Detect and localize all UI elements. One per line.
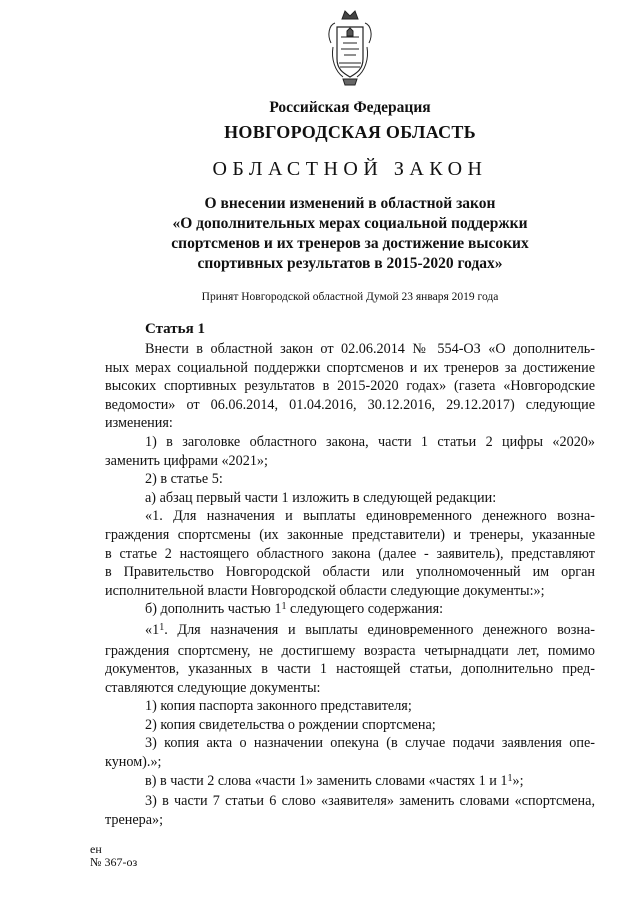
body-line: исполнительной власти Новгородской области следующие документы:»; (105, 582, 545, 599)
superscript: 1 (507, 772, 513, 784)
body-line: в статье 2 настоящего областного закона (далее - заявитель), представляют (105, 545, 595, 562)
superscript: 1 (159, 621, 165, 633)
region-name: НОВГОРОДСКАЯ ОБЛАСТЬ (224, 122, 476, 142)
body-line: ных мерах социальной поддержки спортсменов и их тренеров за достижение (105, 359, 595, 376)
body-line: куном).»; (105, 754, 162, 771)
body-line: изменения: (105, 415, 173, 432)
coat-of-arms-emblem (325, 7, 375, 92)
footer-number: № 367-оз (90, 855, 138, 869)
body-line (105, 600, 595, 621)
body-line: ставляются следующие документы: (105, 679, 321, 696)
body-line: в Правительство Новгородской области или уполномоченный им орган (105, 564, 595, 581)
body-line: высоких спортивных результатов в 2015-2020 годах» (газета «Новгородские (105, 378, 595, 395)
body-line: ведомости» от 06.06.2014, 01.04.2016, 30.12.2016, 29.12.2017) следующие (105, 396, 595, 413)
body-line: заменить цифрами «2021»; (105, 452, 268, 469)
body-text: в) в части 2 слова «части 1» заменить словами «частях 1 и 1 (145, 772, 508, 789)
body-line: 1) копия паспорта законного представителя; (145, 698, 412, 715)
article-body (105, 340, 595, 829)
body-text: «1 (145, 621, 160, 638)
body-text: б) дополнить частью 1 (145, 601, 282, 618)
body-text: »; (512, 772, 524, 789)
body-line: 2) в статье 5: (145, 471, 223, 488)
footer-initials: ен (90, 842, 102, 856)
body-line: а) абзац первый части 1 изложить в следующей редакции: (145, 489, 497, 506)
body-text: . Для назначения и выплаты единовременного денежного возна- (164, 621, 595, 638)
body-line: 3) копия акта о назначении опекуна (в случае подачи заявления опе- (145, 735, 595, 752)
law-title (0, 194, 640, 274)
law-title-line: «О дополнительных мерах социальной поддержки (172, 215, 528, 232)
article-heading: Статья 1 (145, 321, 205, 337)
law-title-line: спортивных результатов в 2015-2020 годах» (197, 255, 503, 272)
body-line: документов, указанных в части 1 настоящей статьи, дополнительно пред- (105, 661, 595, 678)
body-line: граждения спортсмены (их законные представители) и тренеры, указанные (105, 526, 595, 543)
body-line: 2) копия свидетельства о рождении спортсмена; (145, 716, 436, 733)
body-text: следующего содержания: (286, 601, 444, 618)
law-title-line: О внесении изменений в областной закон (204, 195, 496, 212)
footer (90, 843, 137, 869)
superscript: 1 (281, 601, 287, 613)
body-line (105, 621, 595, 642)
body-line: 1) в заголовке областного закона, части 1 статьи 2 цифры «2020» (145, 433, 595, 450)
country-name: Российская Федерация (269, 99, 431, 116)
body-line (105, 772, 595, 793)
law-title-line: спортсменов и их тренеров за достижение высоких (171, 235, 529, 252)
body-line: «1. Для назначения и выплаты единовременного денежного возна- (145, 508, 595, 525)
body-line: Внести в областной закон от 02.06.2014 № 554-ОЗ «О дополнитель- (145, 341, 595, 357)
document-type: ОБЛАСТНОЙ ЗАКОН (212, 158, 488, 180)
adoption-note: Принят Новгородской областной Думой 23 января 2019 года (201, 291, 499, 303)
body-line: 3) в части 7 статьи 6 слово «заявителя» заменить словами «спортсмена, (145, 793, 595, 810)
body-line: граждения спортсмену, не достигшему возраста четырнадцати лет, помимо (105, 642, 595, 659)
body-line: тренера»; (105, 811, 164, 828)
